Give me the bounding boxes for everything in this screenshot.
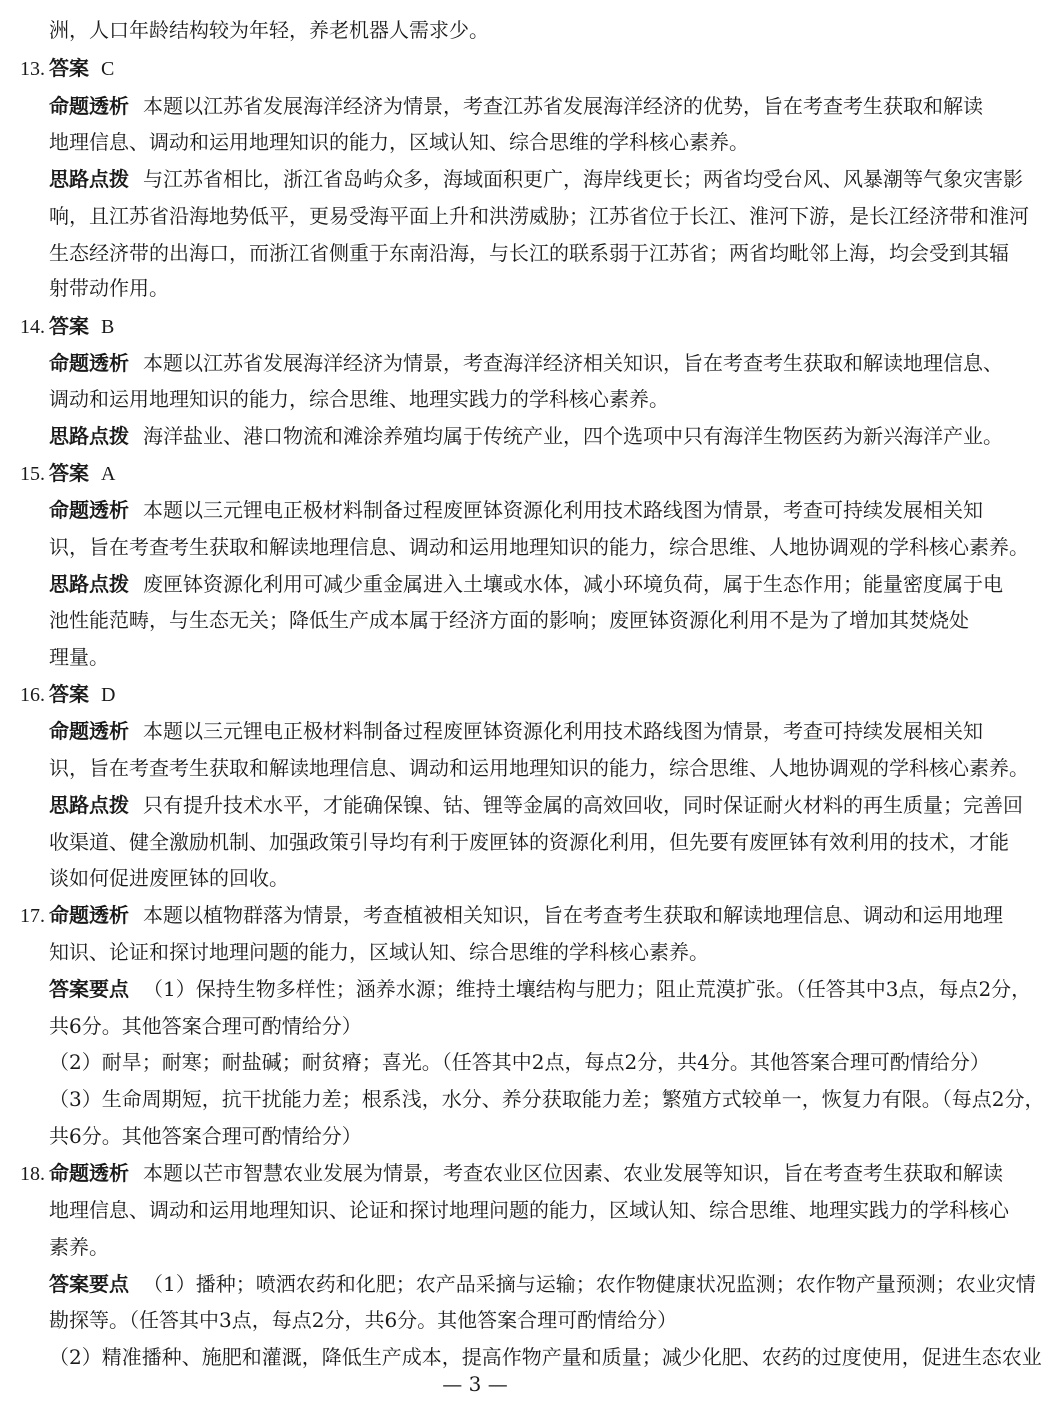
text-line	[49, 934, 929, 970]
text-line	[49, 1192, 1009, 1228]
text-line	[49, 418, 1003, 454]
text-line	[49, 713, 983, 749]
question-number: 17.	[20, 905, 45, 927]
analysis-line-17	[20, 897, 1003, 933]
line-text: 知识、论证和探讨地理问题的能力，区域认知、综合思维的学科核心素养。	[49, 940, 709, 964]
line-text: 收渠道、健全激励机制、加强政策引导均有利于废匣钵的资源化利用，但先要有废匣钵有效利用的技术，才能	[49, 830, 1009, 854]
line-text: 理量。	[49, 645, 109, 669]
hint-label: 思路点拨	[49, 424, 129, 448]
text-line	[49, 1118, 929, 1154]
text-line	[49, 639, 929, 675]
line-text: 废匣钵资源化利用可减少重金属进入土壤或水体，减小环境负荷，属于生态作用；能量密度属于电	[143, 572, 1003, 596]
page-number: — 3 —	[442, 1372, 508, 1396]
line-text: 共6分。其他答案合理可酌情给分）	[49, 1014, 362, 1038]
answer-label: 答案	[49, 56, 89, 80]
line-text: 本题以芒市智慧农业发展为情景，考查农业区位因素、农业发展等知识，旨在考查考生获取和解读	[143, 1161, 1003, 1185]
text-line	[49, 198, 1029, 234]
line-text: （2）耐旱；耐寒；耐盐碱；耐贫瘠；喜光。（任答其中2点，每点2分，共4分。其他答案合理可酌情给分）	[49, 1050, 990, 1074]
analysis-label: 命题透析	[49, 351, 129, 375]
text-line	[49, 270, 929, 306]
analysis-label: 命题透析	[49, 94, 129, 118]
line-text: 海洋盐业、港口物流和滩涂养殖均属于传统产业，四个选项中只有海洋生物医药为新兴海洋产业。	[143, 424, 1003, 448]
answer-value: A	[101, 463, 116, 485]
line-text: 本题以三元锂电正极材料制备过程废匣钵资源化利用技术路线图为情景，考查可持续发展相关知	[143, 498, 983, 522]
text-line	[49, 971, 1032, 1007]
text-line	[49, 750, 1029, 786]
text-line	[49, 1302, 929, 1338]
text-line	[49, 235, 1009, 271]
text-line	[49, 1044, 990, 1080]
analysis-label: 命题透析	[49, 719, 129, 743]
question-number: 16.	[20, 684, 45, 706]
answer-line-13	[20, 50, 900, 86]
line-text: （3）生命周期短，抗干扰能力差；根系浅，水分、养分获取能力差；繁殖方式较单一，恢复力有限。（每点2分，	[49, 1087, 1044, 1111]
text-line	[49, 345, 1003, 381]
question-number: 15.	[20, 463, 45, 485]
text-line	[49, 12, 929, 48]
line-text: 识，旨在考查考生获取和解读地理信息、调动和运用地理知识的能力，综合思维、人地协调观的学科核心素养。	[49, 535, 1029, 559]
hint-label: 思路点拨	[49, 572, 129, 596]
text-line	[49, 529, 1029, 565]
text-line	[49, 88, 983, 124]
line-text: 共6分。其他答案合理可酌情给分）	[49, 1124, 362, 1148]
text-line	[49, 787, 1023, 823]
hint-label: 思路点拨	[49, 793, 129, 817]
line-text: （2）精准播种、施肥和灌溉，降低生产成本，提高作物产量和质量；减少化肥、农药的过度使用，促进生态农业	[49, 1345, 1042, 1369]
line-text: 本题以江苏省发展海洋经济为情景，考查海洋经济相关知识，旨在考查考生获取和解读地理信息、	[143, 351, 1003, 375]
answer-value: D	[101, 684, 116, 706]
text-line	[49, 1229, 929, 1265]
text-line	[49, 1266, 1036, 1302]
line-text: 地理信息、调动和运用地理知识、论证和探讨地理问题的能力，区域认知、综合思维、地理实践力的学科核心	[49, 1198, 1009, 1222]
line-text: 调动和运用地理知识的能力，综合思维、地理实践力的学科核心素养。	[49, 387, 669, 411]
line-text: 勘探等。（任答其中3点，每点2分，共6分。其他答案合理可酌情给分）	[49, 1308, 678, 1332]
answer-label: 答案	[49, 314, 89, 338]
line-text: 池性能范畴，与生态无关；降低生产成本属于经济方面的影响；废匣钵资源化利用不是为了增加其焚烧处	[49, 608, 969, 632]
answer-value: B	[101, 316, 115, 338]
points-label: 答案要点	[49, 977, 129, 1001]
answer-line-14	[20, 308, 900, 344]
text-line	[49, 566, 1003, 602]
line-text: 谈如何促进废匣钵的回收。	[49, 866, 289, 890]
line-text: 本题以三元锂电正极材料制备过程废匣钵资源化利用技术路线图为情景，考查可持续发展相关知	[143, 719, 983, 743]
text-line	[49, 1008, 929, 1044]
answer-line-15	[20, 455, 900, 491]
answer-value: C	[101, 58, 115, 80]
question-number: 13.	[20, 58, 45, 80]
text-line	[49, 1081, 1044, 1117]
line-text: 素养。	[49, 1235, 109, 1259]
line-text: 生态经济带的出海口，而浙江省侧重于东南沿海，与长江的联系弱于江苏省；两省均毗邻上海，均会受到其辐	[49, 241, 1009, 265]
analysis-line-18	[20, 1155, 1003, 1191]
text-line	[49, 602, 969, 638]
analysis-label: 命题透析	[49, 1161, 129, 1185]
line-text: （1）保持生物多样性；涵养水源；维持土壤结构与肥力；阻止荒漠扩张。（任答其中3点，每点2分，	[143, 977, 1032, 1001]
text-line	[49, 860, 929, 896]
answer-label: 答案	[49, 461, 89, 485]
line-text: 本题以江苏省发展海洋经济为情景，考查江苏省发展海洋经济的优势，旨在考查考生获取和解读	[143, 94, 983, 118]
line-text: 地理信息、调动和运用地理知识的能力，区域认知、综合思维的学科核心素养。	[49, 130, 749, 154]
answer-line-16	[20, 676, 900, 712]
analysis-label: 命题透析	[49, 903, 129, 927]
line-text: 本题以植物群落为情景，考查植被相关知识，旨在考查考生获取和解读地理信息、调动和运用地理	[143, 903, 1003, 927]
analysis-label: 命题透析	[49, 498, 129, 522]
question-number: 18.	[20, 1163, 45, 1185]
points-label: 答案要点	[49, 1272, 129, 1296]
text-line	[49, 824, 1009, 860]
hint-label: 思路点拨	[49, 167, 129, 191]
text-line	[49, 381, 929, 417]
line-text: 射带动作用。	[49, 276, 169, 300]
line-text: 与江苏省相比，浙江省岛屿众多，海域面积更广，海岸线更长；两省均受台风、风暴潮等气象灾害影	[143, 167, 1023, 191]
line-text: 识，旨在考查考生获取和解读地理信息、调动和运用地理知识的能力，综合思维、人地协调观的学科核心素养。	[49, 756, 1029, 780]
line-text: 洲，人口年龄结构较为年轻，养老机器人需求少。	[49, 18, 489, 42]
line-text: 只有提升技术水平，才能确保镍、钴、锂等金属的高效回收，同时保证耐火材料的再生质量；完善回	[143, 793, 1023, 817]
question-number: 14.	[20, 316, 45, 338]
answer-label: 答案	[49, 682, 89, 706]
text-line	[49, 492, 983, 528]
line-text: （1）播种；喷洒农药和化肥；农产品采摘与运输；农作物健康状况监测；农作物产量预测；农业灾情	[143, 1272, 1036, 1296]
text-line	[49, 124, 929, 160]
line-text: 响，且江苏省沿海地势低平，更易受海平面上升和洪涝威胁；江苏省位于长江、淮河下游，是长江经济带和淮河	[49, 204, 1029, 228]
text-line	[49, 161, 1023, 197]
